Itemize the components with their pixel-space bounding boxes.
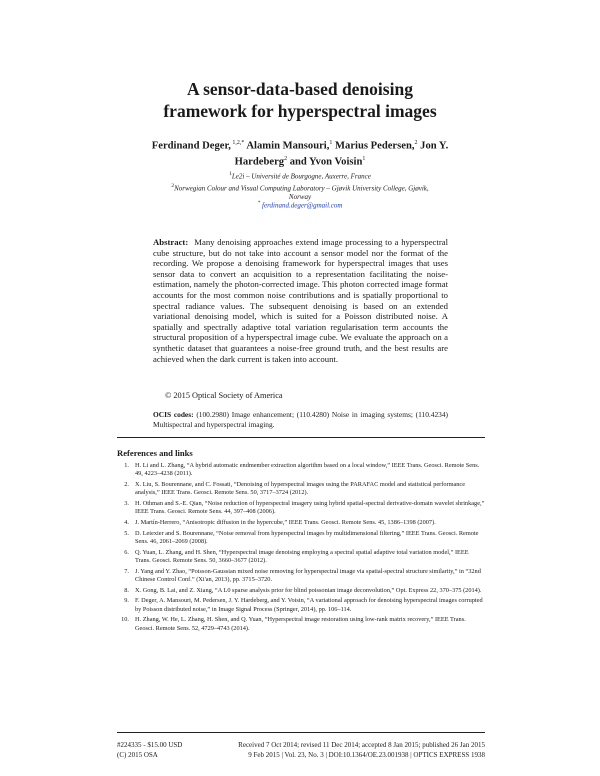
reference-number: 7.	[124, 567, 129, 575]
reference-number: 4.	[124, 518, 129, 526]
corresponding-email	[0, 200, 600, 209]
reference-item	[117, 549, 485, 566]
ocis-codes	[153, 410, 448, 430]
reference-number: 9.	[124, 597, 129, 605]
reference-text: X. Liu, S. Bourennane, and C. Fossati, “Denoising of hyperspectral images using the PARAFAC model and statistical performance analysis,” IEEE Trans. Geosci. Remote Sens. 50, 3717–3724 (2012).	[135, 480, 466, 497]
reference-number: 10.	[121, 616, 129, 624]
title-line-1: A sensor-data-based denoising	[187, 79, 413, 99]
author-1-affil: 1,2,*	[230, 140, 245, 146]
reference-number: 8.	[124, 586, 129, 594]
paper-title	[0, 78, 600, 122]
affiliation-2	[0, 182, 600, 194]
reference-text: H. Li and L. Zhang, “A hybrid automatic endmember extraction algorithm based on a local window,” IEEE Trans. Geosci. Remote Sens. 49, 4223–4238 (2011).	[135, 462, 480, 478]
ocis-label: OCIS codes:	[153, 410, 194, 419]
footer-article-id: #224335 - $15.00 USD	[117, 741, 183, 749]
footer-journal-info: 9 Feb 2015 | Vol. 23, No. 3 | DOI:10.1364/OE.23.001938 | OPTICS EXPRESS 1938	[248, 750, 485, 759]
reference-text: J. Yang and Y. Zhao, “Poisson-Gaussian mixed noise removing for hyperspectral image via spatial-spectral structure similarity,” in “32nd Chinese Control Conf.” (Xi'an, 2013), pp. 3715–3720.	[135, 567, 481, 583]
author-list	[150, 137, 450, 169]
abstract	[153, 237, 448, 364]
footer-divider	[117, 732, 485, 733]
reference-item	[117, 568, 485, 585]
reference-item	[117, 500, 485, 517]
section-divider	[117, 437, 485, 438]
references-heading: References and links	[117, 448, 193, 458]
reference-text: Q. Yuan, L. Zhang, and H. Shen, “Hyperspectral image denoising employing a spectral spatial adaptive total variation model,” IEEE Trans. Geosci. Remote Sens. 50, 3660–3677 (2012).	[135, 548, 469, 564]
email-marker: *	[257, 200, 261, 206]
author-4-last: Hardeberg	[234, 156, 285, 168]
author-5-affil: 1	[362, 156, 366, 163]
reference-text: D. Letexier and S. Bourennane, “Noise removal from hyperspectral images by multidimensional filtering,” IEEE Trans. Geosci. Remote Sens. 46, 2061–2069 (2008).	[135, 529, 479, 545]
ocis-text: (100.2980) Image enhancement; (110.4280) Noise in imaging systems; (110.4234) Multispectral and hyperspectral imaging.	[153, 410, 448, 429]
author-2-affil: 1	[329, 140, 333, 146]
email-link[interactable]: ferdinand.deger@gmail.com	[262, 201, 343, 210]
reference-number: 3.	[124, 499, 129, 507]
author-4-affil: 2	[284, 156, 288, 163]
footer-dates: Received 7 Oct 2014; revised 11 Dec 2014; accepted 8 Jan 2015; published 26 Jan 2015	[238, 741, 485, 749]
reference-item	[117, 530, 485, 547]
author-5: and Yvon Voisin	[287, 156, 363, 168]
reference-text: X. Gong, B. Lai, and Z. Xiang, “A L0 sparse analysis prior for blind poissonian image deconvolution,” Opt. Express 22, 370–375 (2014).	[135, 586, 482, 594]
title-line-2: framework for hyperspectral images	[163, 101, 437, 121]
reference-item	[117, 597, 485, 614]
author-1: Ferdinand Deger,	[151, 140, 231, 152]
author-3: Marius Pedersen,	[332, 140, 415, 152]
reference-number: 2.	[124, 480, 129, 488]
author-3-affil: 2	[414, 140, 418, 146]
affiliation-1-text: Le2i – Université de Bourgogne, Auxerre, France	[231, 172, 371, 181]
reference-item	[117, 462, 485, 479]
footer-right	[238, 741, 485, 760]
reference-item	[117, 481, 485, 498]
affiliation-2-marker: 2	[171, 182, 175, 189]
reference-item	[117, 587, 485, 595]
affiliation-1-marker: 1	[229, 171, 232, 177]
reference-text: J. Martín-Herrero, “Anisotropic diffusion in the hypercube,” IEEE Trans. Geosci. Remote Sens. 45, 1386–1398 (2007).	[135, 518, 436, 526]
reference-text: F. Deger, A. Mansouri, M. Pedersen, J. Y. Hardeberg, and Y. Voisin, “A variational approach for denoising hyperspectral images corrupted by Poisson distributed noise,” in Image Signal Process (Springer, 2014), pp. 106–114.	[135, 597, 483, 613]
reference-item	[117, 616, 485, 633]
affiliation-2-country: Norway	[288, 193, 312, 202]
reference-text: H. Zhang, W. He, L. Zhang, H. Shen, and Q. Yuan, “Hyperspectral image restoration using low-rank matrix recovery,” IEEE Trans. Geosci. Remote Sens. 52, 4729–4743 (2014).	[135, 616, 466, 632]
reference-item	[117, 519, 485, 527]
author-2: Alamin Mansouri,	[244, 140, 330, 152]
copyright-line: © 2015 Optical Society of America	[165, 391, 283, 400]
footer-left	[117, 741, 182, 760]
affiliations	[0, 170, 600, 203]
reference-number: 5.	[124, 529, 129, 537]
affiliation-2-text: Norwegian Colour and Visual Computing Laboratory – Gjøvik University College, Gjøvik,	[174, 183, 429, 192]
reference-list	[117, 462, 485, 635]
affiliation-1	[0, 170, 600, 182]
reference-text: H. Othman and S.-E. Qian, “Noise reduction of hyperspectral imagery using hybrid spatial-spectral derivative-domain wavelet shrinkage,” IEEE Trans. Geosci. Remote Sens. 44, 397–408 (2006).	[135, 499, 485, 516]
footer-copyright: (C) 2015 OSA	[117, 750, 158, 759]
author-4-first: Jon Y.	[417, 140, 449, 152]
reference-number: 1.	[124, 462, 129, 469]
abstract-label: Abstract:	[153, 237, 189, 247]
abstract-text: Many denoising approaches extend image processing to a hyperspectral cube structure, but do not take into account a sensor model nor the format of the recording. We propose a denoising framework for hyperspectral images that uses sensor data to convert an acquisition to a representation facilitating the noise-estimation, namely the photon-corrected image. This photon corrected image format accounts for the most common noise contributions and is spatially proportional to spectral radiance values. The subsequent denoising is based on an extended variational denoising model, which is suited for a Poisson distributed noise. A spatially and spectrally adaptive total variation regularisation term accounts the structural proposition of a hyperspectral image cube. We evaluate the approach on a synthetic dataset that guarantees a noise-free ground truth, and the best results are achieved when the dark current is taken into account.	[153, 237, 448, 364]
reference-number: 6.	[124, 548, 129, 556]
